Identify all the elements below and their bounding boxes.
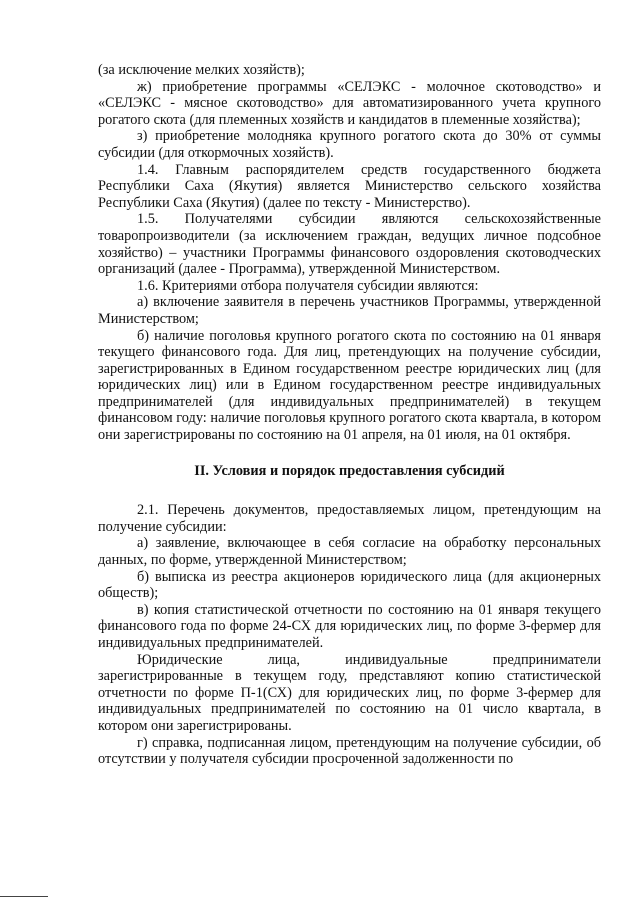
section-heading: II. Условия и порядок предоставления субсидий bbox=[194, 462, 505, 479]
paragraph: 1.6. Критериями отбора получателя субсидии являются: bbox=[137, 277, 479, 294]
paragraph: б) выписка из реестра акционеров юридического лица (для акционерных обществ); bbox=[98, 568, 601, 602]
paragraph: а) заявление, включающее в себя согласие на обработку персональных данных, по форме, утвержденной Министерством; bbox=[98, 535, 601, 569]
paragraph: г) справка, подписанная лицом, претендующим на получение субсидии, об отсутствии у получателя субсидии просроченной задолженности по bbox=[98, 734, 601, 768]
footer-rule bbox=[0, 896, 48, 897]
document-body bbox=[98, 62, 601, 768]
paragraph: б) наличие поголовья крупного рогатого скота по состоянию на 01 января текущего финансового года. Для лиц, претендующих на получение субсидии, зарегистрированных в Едином государственном реестре юридических лиц (для юридических лиц) или в Едином государственном реестре индивидуальных предпринимателей (для индивидуальных предпринимателей) в текущем финансовом году: наличие поголовья крупного рогатого скота квартала, в котором они зарегистрированы по состоянию на 01 апреля, на 01 июля, на 01 октября. bbox=[98, 327, 601, 444]
paragraph: з) приобретение молодняка крупного рогатого скота до 30% от суммы субсидии (для откормочных хозяйств). bbox=[98, 128, 601, 161]
paragraph: Юридические лица, индивидуальные предприниматели зарегистрированные в текущем году, представляют копию статистической отчетности по форме П-1(СХ) для юридических лиц, по форме 3-фермер для индивидуальных предпринимателей по состоянию на 01 число квартала, в котором они зарегистрированы. bbox=[98, 651, 601, 734]
section-2 bbox=[98, 502, 601, 768]
paragraph: а) включение заявителя в перечень участников Программы, утвержденной Министерством; bbox=[98, 294, 601, 327]
paragraph: ж) приобретение программы «СЕЛЭКС - молочное скотоводство» и «СЕЛЭКС - мясное скотоводство» для автоматизированного учета крупного рогатого скота (для племенных хозяйств и кандидатов в племенные хозяйства); bbox=[98, 78, 601, 128]
paragraph: 1.4. Главным распорядителем средств государственного бюджета Республики Саха (Якутия) является Министерство сельского хозяйства Республики Саха (Якутия) (далее по тексту - Министерство). bbox=[98, 161, 601, 211]
paragraph: в) копия статистической отчетности по состоянию на 01 января текущего финансового года по форме 24-СХ для юридических лиц, по форме 3-фермер для индивидуальных предпринимателей. bbox=[98, 601, 601, 651]
paragraph: 1.5. Получателями субсидии являются сельскохозяйственные товаропроизводители (за исключением граждан, ведущих личное подсобное хозяйство) – участники Программы финансового оздоровления скотоводческих организаций (далее - Программа), утвержденной Министерством. bbox=[98, 211, 601, 278]
paragraph: 2.1. Перечень документов, предоставляемых лицом, претендующим на получение субсидии: bbox=[98, 502, 601, 535]
paragraph: (за исключение мелких хозяйств); bbox=[98, 62, 305, 78]
section-1-continued bbox=[98, 62, 601, 444]
